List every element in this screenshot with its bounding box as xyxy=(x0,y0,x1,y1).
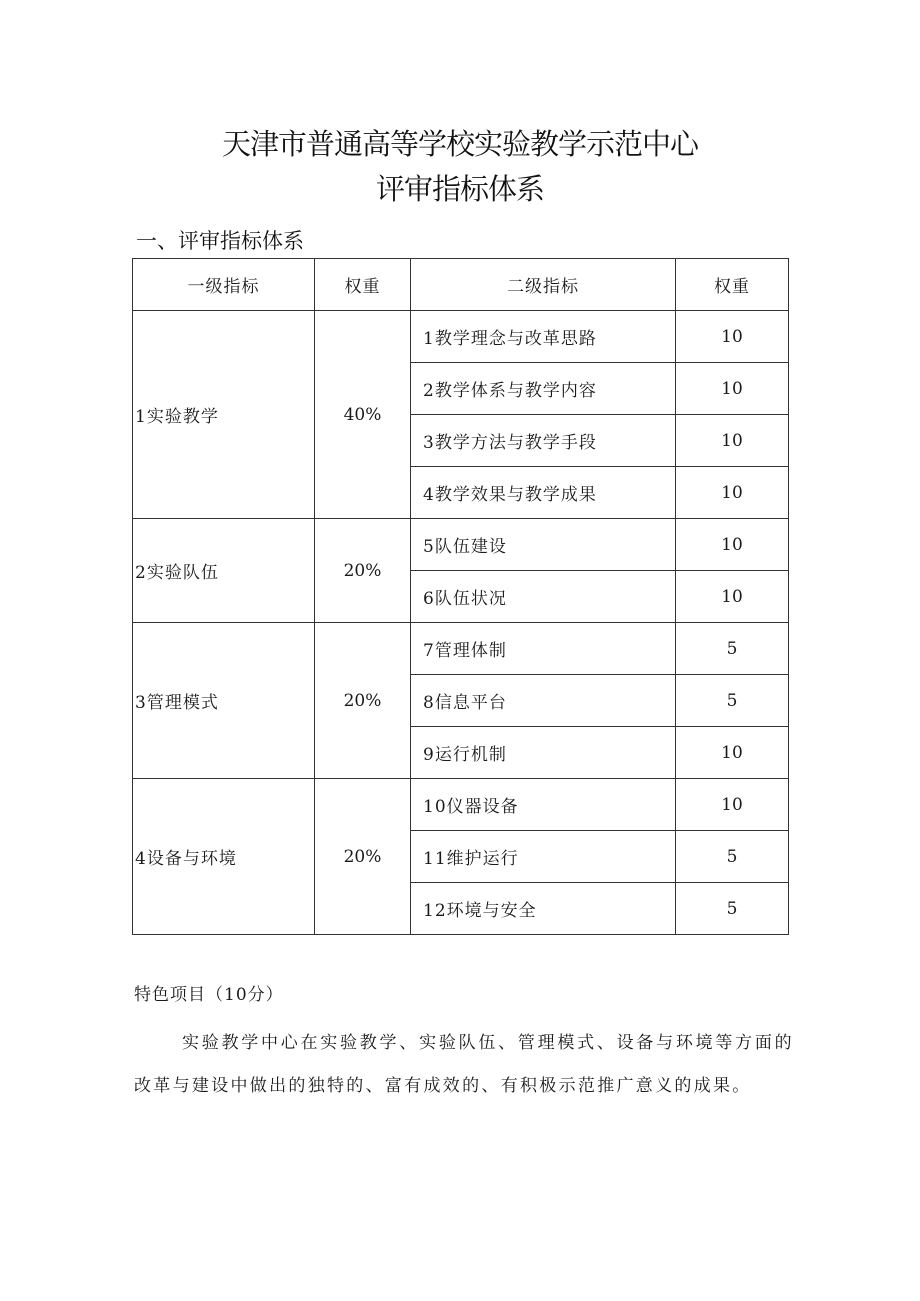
level2-indicator-cell: 10仪器设备 xyxy=(411,779,676,831)
table-row xyxy=(133,623,789,675)
special-project-title: 特色项目（10分） xyxy=(134,985,284,1005)
level2-weight-cell: 10 xyxy=(676,571,789,623)
level2-weight-cell: 10 xyxy=(676,311,789,363)
level2-weight-cell: 10 xyxy=(676,363,789,415)
level2-weight-cell: 5 xyxy=(676,675,789,727)
section-heading: 一、评审指标体系 xyxy=(136,229,304,253)
level2-weight-cell: 5 xyxy=(676,883,789,935)
table-row xyxy=(133,519,789,571)
special-project-description: 实验教学中心在实验教学、实验队伍、管理模式、设备与环境等方面的改革与建设中做出的独特的、富有成效的、有积极示范推广意义的成果。 xyxy=(134,1033,794,1096)
level2-weight-cell: 10 xyxy=(676,727,789,779)
level1-weight-cell: 20% xyxy=(315,623,411,779)
level2-indicator-cell: 9运行机制 xyxy=(411,727,676,779)
level2-weight-cell: 10 xyxy=(676,415,789,467)
level2-indicator-cell: 4教学效果与教学成果 xyxy=(411,467,676,519)
table-row xyxy=(133,779,789,831)
header-level2-indicator: 二级指标 xyxy=(411,259,676,311)
level2-indicator-cell: 3教学方法与教学手段 xyxy=(411,415,676,467)
level2-indicator-cell: 1教学理念与改革思路 xyxy=(411,311,676,363)
level2-weight-cell: 10 xyxy=(676,779,789,831)
level1-weight-cell: 20% xyxy=(315,779,411,935)
level2-weight-cell: 10 xyxy=(676,519,789,571)
level1-weight-cell: 40% xyxy=(315,311,411,519)
level1-indicator-cell: 1实验教学 xyxy=(133,311,315,519)
level2-indicator-cell: 6队伍状况 xyxy=(411,571,676,623)
document-title-line1: 天津市普通高等学校实验教学示范中心 xyxy=(221,127,698,161)
level1-indicator-cell: 3管理模式 xyxy=(133,623,315,779)
table-row xyxy=(133,311,789,363)
level2-indicator-cell: 8信息平台 xyxy=(411,675,676,727)
level1-indicator-cell: 2实验队伍 xyxy=(133,519,315,623)
header-level1-weight: 权重 xyxy=(315,259,411,311)
evaluation-index-table xyxy=(132,258,789,935)
level2-weight-cell: 5 xyxy=(676,623,789,675)
level2-indicator-cell: 11维护运行 xyxy=(411,831,676,883)
header-level2-weight: 权重 xyxy=(676,259,789,311)
header-level1-indicator: 一级指标 xyxy=(133,259,315,311)
level2-weight-cell: 10 xyxy=(676,467,789,519)
level2-indicator-cell: 12环境与安全 xyxy=(411,883,676,935)
level2-weight-cell: 5 xyxy=(676,831,789,883)
level1-weight-cell: 20% xyxy=(315,519,411,623)
level1-indicator-cell: 4设备与环境 xyxy=(133,779,315,935)
table-header-row xyxy=(133,259,789,311)
level2-indicator-cell: 5队伍建设 xyxy=(411,519,676,571)
document-title-line2: 评审指标体系 xyxy=(375,172,544,206)
level2-indicator-cell: 2教学体系与教学内容 xyxy=(411,363,676,415)
level2-indicator-cell: 7管理体制 xyxy=(411,623,676,675)
